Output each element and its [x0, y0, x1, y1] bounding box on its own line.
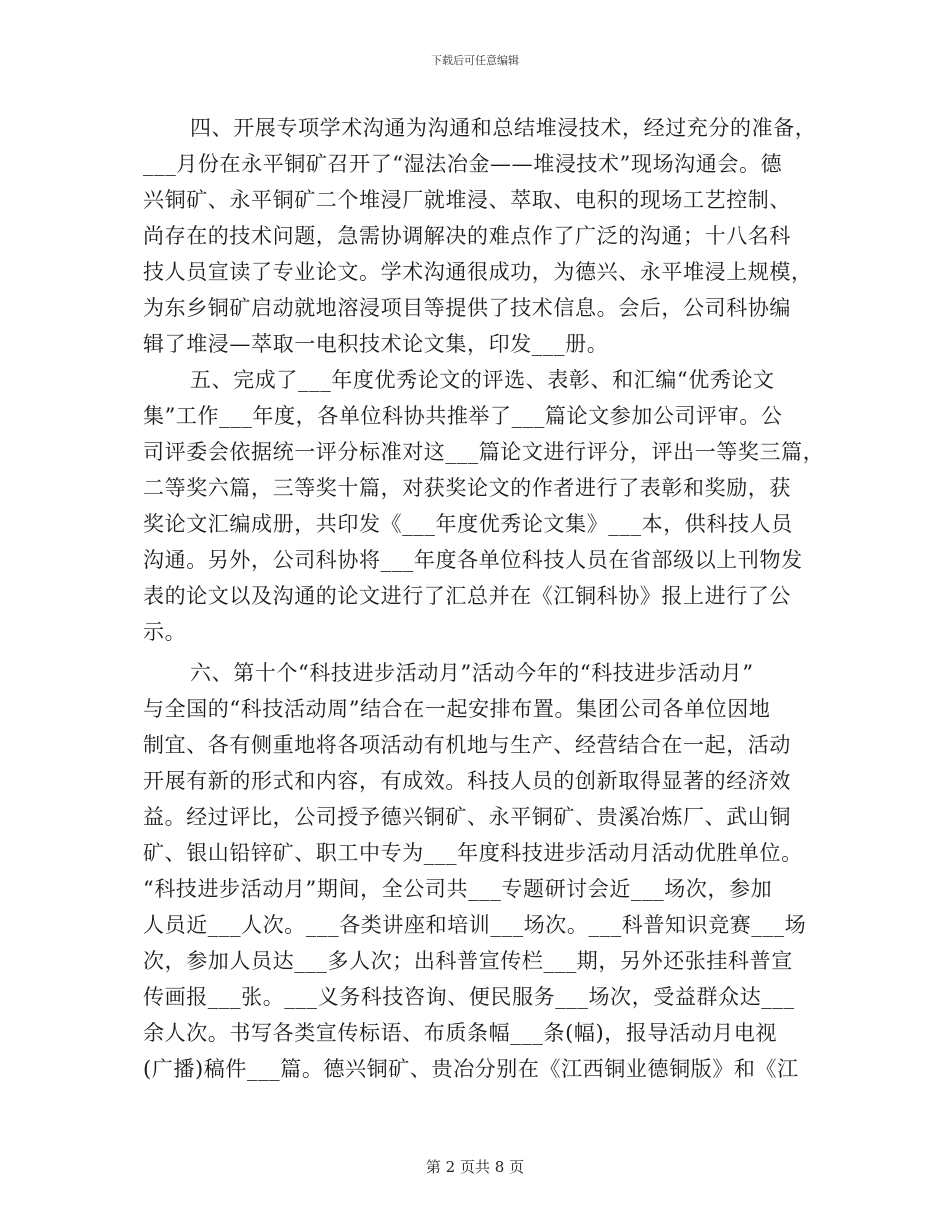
paragraph-6-line-5: 益。经过评比，公司授予德兴铜矿、永平铜矿、贵溪冶炼厂、武山铜: [143, 805, 791, 829]
paragraph-6-line-7: “科技进步活动月”期间，全公司共___专题研讨会近___场次，参加: [143, 877, 773, 901]
page-number-footer: 第 2 页共 8 页: [425, 1158, 525, 1176]
paragraph-4-line-6: 为东乡铜矿启动就地溶浸项目等提供了技术信息。会后，公司科协编: [143, 296, 791, 320]
paragraph-6-line-3: 制宜、各有侧重地将各项活动有机地与生产、经营结合在一起，活动: [143, 733, 791, 757]
paragraph-5-line-4: 二等奖六篇，三等奖十篇，对获奖论文的作者进行了表彰和奖励，获: [143, 476, 791, 500]
paragraph-6-line-10: 传画报___张。___义务科技咨询、便民服务___场次，受益群众达___: [143, 985, 795, 1009]
paragraph-6-line-9: 次，参加人员达___多人次；出科普宣传栏___期，另外还张挂科普宣: [143, 949, 793, 973]
paragraph-5-line-7: 表的论文以及沟通的论文进行了汇总并在《江铜科协》报上进行了公: [143, 584, 791, 608]
paragraph-6-line-8: 人员近___人次。___各类讲座和培训___场次。___科普知识竞赛___场: [143, 913, 807, 937]
paragraph-4-line-5: 技人员宣读了专业论文。学术沟通很成功，为德兴、永平堆浸上规模，: [143, 260, 813, 284]
paragraph-4-line-1: 四、开展专项学术沟通为沟通和总结堆浸技术，经过充分的准备，: [190, 116, 817, 140]
paragraph-5-line-8: 示。: [143, 620, 187, 644]
paragraph-5-line-2: 集”工作___年度，各单位科协共推举了___篇论文参加公司评审。公: [143, 404, 783, 428]
page-header: 下载后可任意编辑: [431, 54, 519, 67]
paragraph-6-line-6: 矿、银山铅锌矿、职工中专为___年度科技进步活动月活动优胜单位。: [143, 841, 803, 865]
paragraph-4-line-3: 兴铜矿、永平铜矿二个堆浸厂就堆浸、萃取、电积的现场工艺控制、: [143, 188, 791, 212]
paragraph-4-line-4: 尚存在的技术问题，急需协调解决的难点作了广泛的沟通；十八名科: [143, 224, 791, 248]
paragraph-6-line-12: (广播)稿件___篇。德兴铜矿、贵冶分别在《江西铜业德铜版》和《江: [143, 1057, 799, 1081]
paragraph-6-line-4: 开展有新的形式和内容，有成效。科技人员的创新取得显著的经济效: [143, 769, 791, 793]
paragraph-4-line-7: 辑了堆浸—萃取一电积技术论文集，印发___册。: [143, 332, 609, 356]
paragraph-6-line-11: 余人次。书写各类宣传标语、布质条幅___条(幅)，报导活动月电视: [143, 1021, 778, 1045]
paragraph-6-line-1: 六、第十个“科技进步活动月”活动今年的“科技进步活动月”: [190, 661, 754, 685]
paragraph-5-line-6: 沟通。另外，公司科协将___年度各单位科技人员在省部级以上刊物发: [143, 548, 803, 572]
paragraph-5-line-1: 五、完成了___年度优秀论文的评选、表彰、和汇编“优秀论文: [190, 368, 775, 392]
paragraph-4-line-2: ___月份在永平铜矿召开了“湿法冶金——堆浸技术”现场沟通会。德: [143, 152, 783, 176]
paragraph-6-line-2: 与全国的“科技活动周”结合在一起安排布置。集团公司各单位因地: [143, 697, 771, 721]
paragraph-5-line-5: 奖论文汇编成册，共印发《___年度优秀论文集》___本，供科技人员: [143, 512, 793, 536]
paragraph-5-line-3: 司评委会依据统一评分标准对这___篇论文进行评分，评出一等奖三篇，: [143, 440, 825, 464]
